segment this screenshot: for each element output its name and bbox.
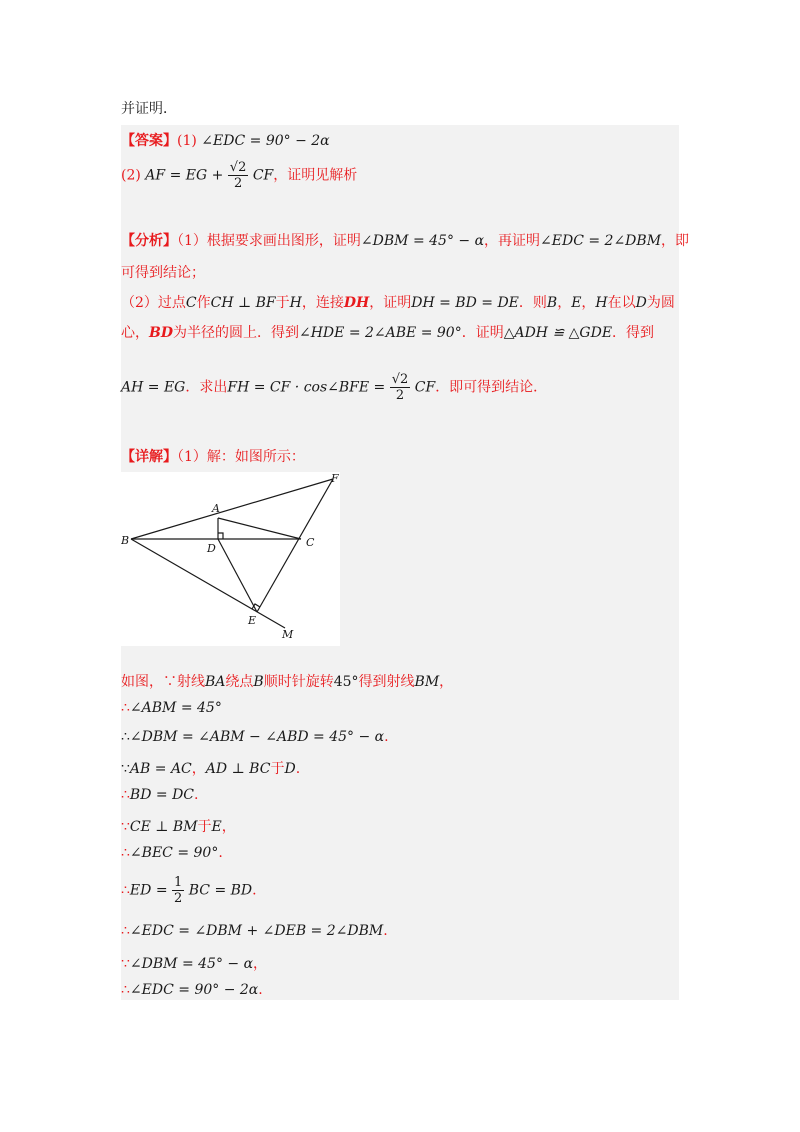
proof-math: BD = DC	[129, 787, 195, 803]
analysis-fraction	[390, 372, 411, 403]
proof-math: ∠EDC = 90° − 2α	[129, 982, 259, 998]
analysis-line-1	[121, 230, 689, 250]
proof-text: ，	[439, 674, 454, 690]
proof-row-3	[121, 729, 389, 745]
proof-row-11	[121, 982, 263, 998]
detail-tag: 【详解】	[121, 449, 177, 465]
right-angle-D	[218, 533, 223, 539]
proof-math: CE ⊥ BM	[129, 819, 198, 835]
detail-text: （1）解：如图所示：	[177, 449, 305, 465]
proof-math: ∠DBM = ∠ABM − ∠ABD = 45° − α	[129, 729, 385, 745]
proof-row-1	[121, 671, 453, 691]
answer-fraction-denominator: 2	[233, 176, 243, 191]
segment-AC	[218, 518, 301, 539]
proof-row-10	[121, 953, 267, 973]
analysis-math: DH = BD = DE	[411, 295, 519, 311]
analysis-text: （1）根据要求画出图形，证明	[177, 233, 361, 249]
proof-text: .	[384, 729, 389, 745]
answer-line-1	[121, 130, 330, 150]
proof-symbol: ∵	[121, 761, 130, 777]
proof-math: D	[284, 761, 296, 777]
proof-text: ，	[253, 956, 268, 972]
proof-text: 顺时针旋转	[263, 674, 334, 690]
proof-text: .	[383, 923, 388, 939]
proof-symbol: ∴	[121, 700, 130, 716]
analysis-text: 作	[196, 295, 211, 311]
analysis-line-4	[121, 322, 654, 342]
analysis-text: ．求出	[185, 379, 228, 396]
proof-row-4	[121, 758, 300, 778]
proof-math: AD ⊥ BC	[205, 761, 271, 777]
analysis-math: CF	[414, 379, 436, 396]
analysis-math: D	[635, 295, 647, 311]
proof-row-6	[121, 816, 236, 836]
analysis-math: H	[289, 295, 302, 311]
analysis-text: ，证明	[369, 295, 412, 311]
proof-math: 45°	[333, 674, 359, 690]
proof-row-2	[121, 700, 222, 716]
detail-line-1	[121, 446, 305, 466]
proof-text: 绕点	[225, 674, 254, 690]
proof-symbol: ∴	[121, 882, 130, 899]
segment-FE	[257, 479, 333, 612]
proof-math: E	[211, 819, 222, 835]
analysis-math: FH = CF · cos∠BFE =	[227, 379, 386, 396]
analysis-math: CH ⊥ BF	[210, 295, 276, 311]
answer-part-1-number: (1)	[177, 133, 197, 149]
analysis-math: ∠DBM = 45° − α	[360, 233, 485, 249]
analysis-math: △ADH ≌ △GDE	[503, 325, 613, 341]
proof-text: .	[218, 845, 223, 861]
proof-text: .	[194, 787, 199, 803]
analysis-line-5	[121, 372, 547, 403]
proof-text: 于	[197, 819, 212, 835]
proof-math: ∠EDC = ∠DBM + ∠DEB = 2∠DBM	[129, 923, 384, 939]
proof-row-8	[121, 875, 257, 906]
analysis-text: 于	[275, 295, 290, 311]
analysis-text: ，	[581, 295, 596, 311]
analysis-text: ，即	[661, 233, 690, 249]
intro-text: 并证明．	[121, 101, 177, 117]
answer-part-2-expression: AF = EG +	[145, 167, 224, 184]
analysis-line-3	[121, 292, 675, 312]
answer-line-2	[121, 160, 357, 191]
analysis-text: ，连接	[301, 295, 344, 311]
proof-math: AB = AC	[129, 761, 192, 777]
analysis-math: ∠EDC = 2∠DBM	[540, 233, 662, 249]
analysis-text: ．得到	[612, 325, 655, 341]
analysis-math: C	[185, 295, 197, 311]
label-M: M	[282, 628, 294, 641]
analysis-tag: 【分析】	[121, 233, 177, 249]
analysis-fraction-denominator: 2	[395, 388, 405, 403]
analysis-text: （2）过点	[121, 295, 186, 311]
proof-symbol: ∵	[121, 956, 130, 972]
proof-math: ∠BEC = 90°	[129, 845, 219, 861]
proof-text: .	[258, 982, 263, 998]
analysis-text: ．则	[518, 295, 547, 311]
label-B: B	[121, 534, 130, 547]
analysis-text: ，再证明	[484, 233, 541, 249]
proof-text: ，	[221, 819, 236, 835]
analysis-line-2: 可得到结论；	[121, 265, 205, 281]
proof-math: BA	[205, 674, 226, 690]
proof-text: 如图，∵射线	[121, 674, 205, 690]
proof-fraction-denominator: 2	[174, 891, 183, 906]
analysis-math: H	[595, 295, 608, 311]
analysis-text: ．即可得到结论．	[435, 379, 548, 396]
proof-text: 于	[270, 761, 285, 777]
analysis-math: AH = EG	[121, 379, 186, 396]
analysis-text: 在以	[607, 295, 636, 311]
proof-math: ED =	[129, 882, 168, 899]
analysis-fraction-numerator: √2	[391, 372, 409, 387]
proof-math: ∠DBM = 45° − α	[129, 956, 254, 972]
answer-part-2-cf: CF	[252, 167, 274, 184]
proof-symbol: ∴	[121, 787, 130, 803]
answer-part-2-number: (2)	[121, 167, 141, 184]
proof-row-5	[121, 787, 198, 803]
label-E: E	[248, 614, 257, 627]
label-F: F	[331, 472, 339, 485]
analysis-math: BD	[149, 325, 173, 341]
analysis-math: B	[546, 295, 558, 311]
answer-part-1-expression: ∠EDC = 90° − 2α	[201, 133, 330, 149]
proof-text: ，	[191, 761, 206, 777]
proof-symbol: ∴	[121, 923, 130, 939]
proof-math: BC = BD	[188, 882, 253, 899]
analysis-math: ∠HDE = 2∠ABE = 90°	[298, 325, 462, 341]
proof-symbol: ∵	[121, 819, 130, 835]
segment-BF	[131, 479, 333, 539]
answer-part-2-suffix: ，证明见解析	[273, 167, 358, 184]
proof-symbol: ∴	[121, 845, 130, 861]
answer-tag: 【答案】	[121, 133, 177, 149]
proof-fraction	[172, 875, 184, 906]
proof-symbol: ∴	[121, 982, 130, 998]
proof-row-9	[121, 923, 388, 939]
analysis-text: 为圆	[646, 295, 675, 311]
analysis-text: ，	[557, 295, 572, 311]
proof-math: ∠ABM = 45°	[129, 700, 222, 716]
proof-math: BM	[414, 674, 440, 690]
analysis-text: 心，	[121, 325, 149, 341]
geometry-figure	[121, 472, 340, 646]
proof-fraction-numerator: 1	[174, 875, 183, 890]
analysis-text: 为半径的圆上．得到	[172, 325, 299, 341]
proof-text: .	[252, 882, 257, 899]
analysis-math: DH	[343, 295, 370, 311]
label-A: A	[212, 502, 220, 515]
analysis-math: E	[571, 295, 582, 311]
proof-row-7	[121, 845, 223, 861]
geometry-svg	[121, 472, 340, 646]
answer-fraction	[228, 160, 249, 191]
analysis-text: ．证明	[461, 325, 504, 341]
label-D: D	[207, 542, 216, 555]
proof-text: .	[295, 761, 301, 777]
answer-fraction-numerator: √2	[229, 160, 247, 175]
proof-text: 得到射线	[358, 674, 415, 690]
label-C: C	[306, 536, 315, 549]
proof-symbol: ∴	[121, 729, 130, 745]
proof-math: B	[253, 674, 264, 690]
